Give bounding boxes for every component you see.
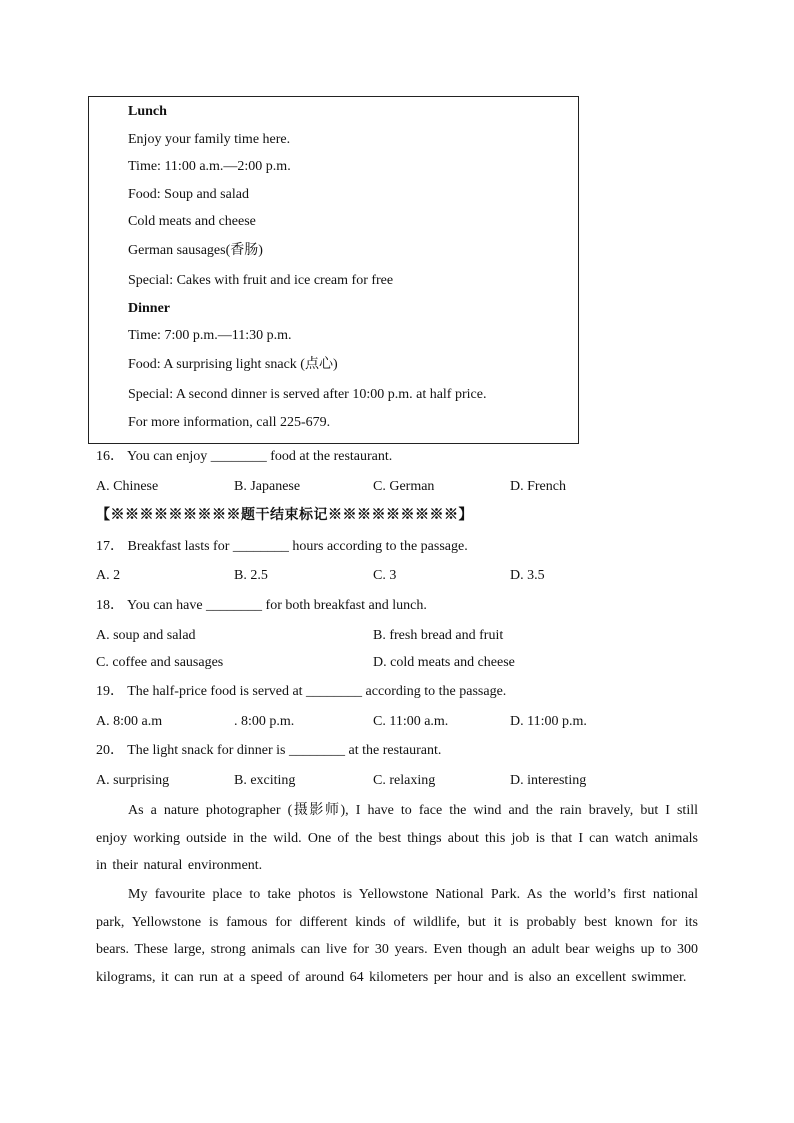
dinner-heading: Dinner (128, 301, 170, 316)
lunch-line: Time: 11:00 a.m.—2:00 p.m. (128, 159, 291, 174)
end-marker: 【※※※※※※※※※题干结束标记※※※※※※※※※】 (96, 508, 473, 523)
answer-option: A. 8:00 a.m (96, 714, 163, 729)
dinner-line: Time: 7:00 p.m.—11:30 p.m. (128, 328, 292, 343)
answer-option: A. Chinese (96, 479, 159, 494)
lunch-heading: Lunch (128, 104, 167, 119)
lunch-line: Food: Soup and salad (128, 187, 249, 202)
answer-option: B. exciting (234, 773, 296, 788)
answer-option: C. 3 (373, 568, 397, 583)
dinner-line: Special: A second dinner is served after 10:00 p.m. at half price. (128, 387, 487, 402)
answer-option: D. cold meats and cheese (373, 655, 515, 670)
dinner-line: For more information, call 225-679. (128, 415, 331, 430)
passage-paragraph: As a nature photographer (摄影师), I have to face the wind and the rain bravely, but I still enjoy working outside in the wild. One of the best things about this job is that I can watch animals in their natural environment. (96, 803, 698, 874)
question-stem: 16． You can enjoy ________ food at the restaurant. (96, 449, 393, 464)
answer-option: C. German (373, 479, 435, 494)
answer-option: B. Japanese (234, 479, 301, 494)
answer-option: A. surprising (96, 773, 170, 788)
question-stem: 18． You can have ________ for both breakfast and lunch. (96, 598, 427, 613)
lunch-line: Special: Cakes with fruit and ice cream for free (128, 273, 394, 288)
answer-option: . 8:00 p.m. (234, 714, 295, 729)
answer-option: C. 11:00 a.m. (373, 714, 449, 729)
answer-option: B. 2.5 (234, 568, 268, 583)
answer-option: B. fresh bread and fruit (373, 628, 504, 643)
lunch-line: German sausages(香肠) (128, 243, 263, 258)
answer-option: D. interesting (510, 773, 587, 788)
question-stem: 17． Breakfast lasts for ________ hours according to the passage. (96, 539, 468, 554)
answer-option: A. 2 (96, 568, 121, 583)
passage-paragraph: My favourite place to take photos is Yellowstone National Park. As the world’s first national park, Yellowstone is famous for different kinds of wildlife, but it is probably best known for its bears. These large, strong animals can live for 30 years. Even though an adult bear weighs up to 300 kilograms, it can run at a speed of around 64 kilometers per hour and is also an excellent swimmer. (96, 887, 698, 986)
dinner-line: Food: A surprising light snack (点心) (128, 357, 338, 372)
answer-option: D. 11:00 p.m. (510, 714, 587, 729)
question-stem: 20． The light snack for dinner is ________ at the restaurant. (96, 743, 442, 758)
answer-option: D. 3.5 (510, 568, 545, 583)
answer-option: D. French (510, 479, 566, 494)
lunch-line: Enjoy your family time here. (128, 132, 291, 147)
question-stem: 19． The half-price food is served at ________ according to the passage. (96, 684, 507, 699)
answer-option: C. coffee and sausages (96, 655, 224, 670)
answer-option: C. relaxing (373, 773, 436, 788)
answer-option: A. soup and salad (96, 628, 196, 643)
lunch-line: Cold meats and cheese (128, 214, 256, 229)
